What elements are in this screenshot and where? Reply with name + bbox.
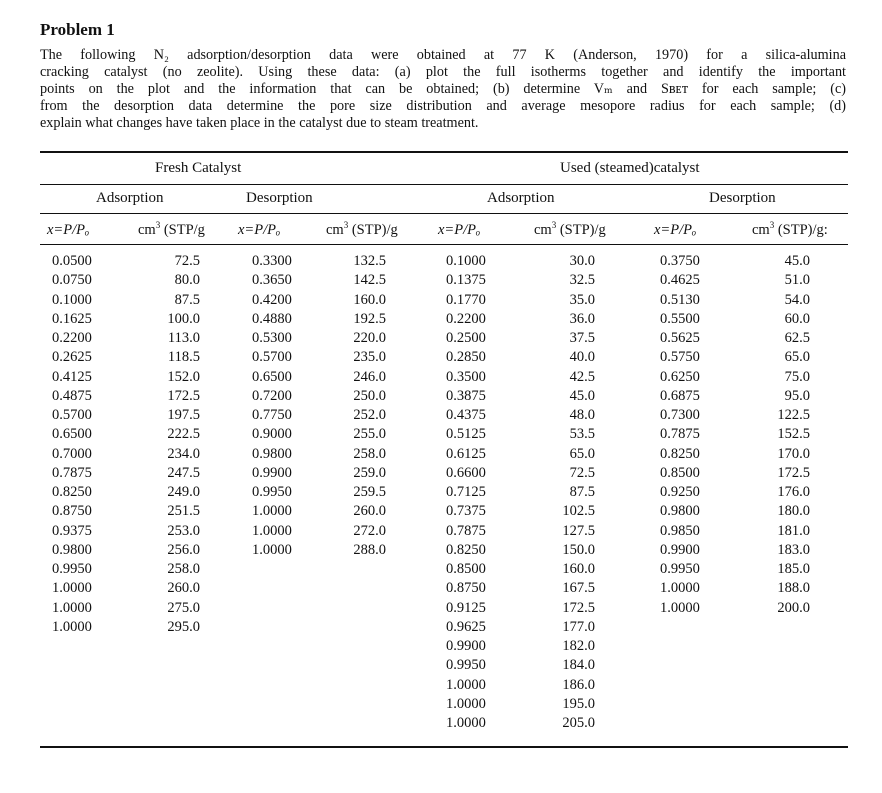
- table-cell: 1.0000: [252, 503, 292, 520]
- table-top-rule: [40, 151, 848, 153]
- subheader-fresh-desorption: Desorption: [246, 190, 313, 206]
- table-cell: 160.0: [562, 561, 595, 577]
- table-cell: 167.5: [562, 580, 595, 597]
- table-cell: 0.9900: [446, 638, 486, 654]
- table-cell: 0.3650: [252, 272, 292, 289]
- table-cell: 1.0000: [52, 599, 92, 616]
- table-cell: 60.0: [784, 310, 810, 327]
- column-fresh-des-v: [336, 252, 386, 560]
- table-cell: 0.6125: [446, 445, 486, 462]
- table-cell: 102.5: [562, 503, 595, 520]
- table-cell: 0.9950: [252, 484, 292, 500]
- table-cell: 195.0: [562, 695, 595, 712]
- table-cell: 250.0: [353, 387, 386, 404]
- colhdr-used-des-v: $cm^3$ (STP)/g:: [752, 220, 828, 238]
- table-cell: 0.9900: [252, 464, 292, 481]
- table-cell: 0.7200: [252, 387, 292, 404]
- table-cell: 0.5130: [660, 291, 700, 308]
- statement-line: cracking catalyst (no zeolite). Using these data: (a) plot the full isotherms together and identify the important: [40, 64, 846, 80]
- column-used-ads-x: [446, 252, 486, 733]
- table-cell: 0.7300: [660, 407, 700, 423]
- table-cell: 188.0: [777, 580, 810, 597]
- table-cell: 0.7875: [446, 522, 486, 539]
- colhdr-used-ads-v: $cm^3$ (STP)/g: [534, 220, 606, 238]
- table-cell: 0.4625: [660, 272, 700, 289]
- table-cell: 0.5125: [446, 426, 486, 443]
- group-header-fresh: Fresh Catalyst: [155, 160, 242, 176]
- table-cell: 0.1770: [446, 291, 486, 308]
- table-cell: 186.0: [562, 676, 595, 693]
- table-cell: 0.4125: [52, 368, 92, 385]
- table-cell: 150.0: [562, 541, 595, 558]
- table-cell: 0.7875: [52, 464, 92, 481]
- table-cell: 0.8500: [446, 561, 486, 577]
- table-cell: 200.0: [777, 599, 810, 616]
- table-cell: 35.0: [569, 291, 595, 308]
- table-cell: 176.0: [777, 484, 810, 500]
- table-cell: 87.5: [174, 291, 200, 308]
- table-cell: 172.5: [562, 599, 595, 616]
- table-cell: 1.0000: [446, 695, 486, 712]
- table-cell: 0.7875: [660, 426, 700, 443]
- table-cell: 0.9950: [660, 561, 700, 577]
- table-cell: 234.0: [167, 445, 200, 462]
- table-cell: 0.8250: [446, 541, 486, 558]
- table-cell: 100.0: [167, 310, 200, 327]
- table-cell: 275.0: [167, 599, 200, 616]
- table-cell: 0.5700: [252, 349, 292, 366]
- table-cell: 0.4200: [252, 291, 292, 308]
- table-cell: 1.0000: [660, 580, 700, 597]
- table-cell: 48.0: [569, 407, 595, 423]
- table-cell: 0.8500: [660, 464, 700, 481]
- table-cell: 253.0: [167, 522, 200, 539]
- table-cell: 222.5: [167, 426, 200, 443]
- column-used-des-v: [760, 252, 810, 618]
- table-cell: 249.0: [167, 484, 200, 500]
- group-header-used: Used (steamed)catalyst: [560, 160, 700, 176]
- table-cell: 258.0: [353, 445, 386, 462]
- table-cell: 259.5: [353, 484, 386, 500]
- table-cell: 0.9800: [52, 541, 92, 558]
- table-cell: 45.0: [569, 387, 595, 404]
- statement-line: points on the plot and the information that can be obtained; (b) determine Vₘ and Sʙᴇᴛ for each sample; (c): [40, 81, 846, 97]
- table-cell: 0.6600: [446, 464, 486, 481]
- table-cell: 258.0: [167, 561, 200, 577]
- table-cell: 0.1000: [446, 253, 486, 269]
- table-cell: 0.5625: [660, 330, 700, 346]
- table-cell: 160.0: [353, 291, 386, 308]
- table-cell: 288.0: [353, 541, 386, 558]
- table-cell: 53.5: [569, 426, 595, 443]
- table-cell: 122.5: [777, 407, 810, 423]
- subheader-used-adsorption: Adsorption: [487, 190, 555, 206]
- group-header-rule: [40, 184, 848, 185]
- table-cell: 152.0: [167, 368, 200, 385]
- table-cell: 1.0000: [252, 541, 292, 558]
- colhdr-fresh-ads-v: $cm^3$ (STP/g: [138, 220, 205, 238]
- table-cell: 182.0: [562, 638, 595, 654]
- table-cell: 185.0: [777, 561, 810, 577]
- table-cell: 75.0: [784, 368, 810, 385]
- table-cell: 0.3875: [446, 387, 486, 404]
- table-cell: 0.6500: [252, 368, 292, 385]
- table-cell: 252.0: [353, 407, 386, 423]
- table-cell: 0.6875: [660, 387, 700, 404]
- table-cell: 197.5: [167, 407, 200, 423]
- table-cell: 0.2625: [52, 349, 92, 366]
- column-fresh-ads-v: [150, 252, 200, 637]
- table-cell: 0.2850: [446, 349, 486, 366]
- table-cell: 0.5500: [660, 310, 700, 327]
- table-cell: 0.9950: [52, 561, 92, 577]
- table-cell: 42.5: [569, 368, 595, 385]
- table-cell: 272.0: [353, 522, 386, 539]
- column-fresh-des-x: [252, 252, 292, 560]
- table-cell: 0.6250: [660, 368, 700, 385]
- table-cell: 172.5: [777, 464, 810, 481]
- table-cell: 1.0000: [446, 676, 486, 693]
- table-cell: 36.0: [569, 310, 595, 327]
- table-cell: 0.5300: [252, 330, 292, 346]
- table-cell: 95.0: [784, 387, 810, 404]
- table-cell: 260.0: [353, 503, 386, 520]
- table-cell: 0.9800: [660, 503, 700, 520]
- column-fresh-ads-x: [52, 252, 92, 637]
- table-cell: 0.1625: [52, 310, 92, 327]
- table-cell: 72.5: [174, 253, 200, 269]
- table-cell: 0.0500: [52, 253, 92, 269]
- problem-statement: [40, 47, 846, 132]
- column-used-des-x: [660, 252, 700, 618]
- table-cell: 0.8250: [660, 445, 700, 462]
- table-cell: 183.0: [777, 541, 810, 558]
- table-bottom-rule: [40, 746, 848, 748]
- table-cell: 37.5: [569, 330, 595, 346]
- table-cell: 0.9950: [446, 657, 486, 674]
- colhdr-fresh-des-x: x=P/Pₒ: [238, 222, 281, 238]
- table-cell: 51.0: [784, 272, 810, 289]
- table-cell: 295.0: [167, 618, 200, 635]
- table-cell: 0.5750: [660, 349, 700, 366]
- table-cell: 246.0: [353, 368, 386, 385]
- table-cell: 0.2500: [446, 330, 486, 346]
- table-cell: 251.5: [167, 503, 200, 520]
- table-cell: 0.7125: [446, 484, 486, 500]
- table-cell: 65.0: [569, 445, 595, 462]
- column-used-ads-v: [545, 252, 595, 733]
- colhdr-used-ads-x: x=P/Pₒ: [438, 222, 481, 238]
- table-cell: 72.5: [569, 464, 595, 481]
- table-cell: 184.0: [562, 657, 595, 674]
- table-cell: 0.7000: [52, 445, 92, 462]
- colhdr-used-des-x: x=P/Pₒ: [654, 222, 697, 238]
- table-cell: 0.4880: [252, 310, 292, 327]
- table-cell: 1.0000: [252, 522, 292, 539]
- table-cell: 0.9375: [52, 522, 92, 539]
- table-cell: 80.0: [174, 272, 200, 289]
- table-cell: 0.4875: [52, 387, 92, 404]
- subheader-fresh-adsorption: Adsorption: [96, 190, 164, 206]
- table-cell: 0.7375: [446, 503, 486, 520]
- table-cell: 0.2200: [52, 330, 92, 346]
- table-cell: 177.0: [562, 618, 595, 635]
- table-cell: 142.5: [353, 272, 386, 289]
- table-cell: 0.8750: [446, 580, 486, 597]
- table-cell: 0.4375: [446, 407, 486, 423]
- table-cell: 0.7750: [252, 407, 292, 423]
- table-cell: 192.5: [353, 310, 386, 327]
- table-cell: 0.9800: [252, 445, 292, 462]
- table-cell: 62.5: [784, 330, 810, 346]
- column-header-rule: [40, 244, 848, 245]
- table-cell: 260.0: [167, 580, 200, 597]
- table-cell: 30.0: [569, 253, 595, 269]
- problem-title: Problem 1: [40, 20, 115, 39]
- table-cell: 0.2200: [446, 310, 486, 327]
- table-cell: 170.0: [777, 445, 810, 462]
- table-cell: 0.9625: [446, 618, 486, 635]
- table-cell: 205.0: [562, 715, 595, 731]
- table-cell: 65.0: [784, 349, 810, 366]
- table-cell: 181.0: [777, 522, 810, 539]
- table-cell: 1.0000: [660, 599, 700, 616]
- table-cell: 0.9250: [660, 484, 700, 500]
- table-cell: 0.9900: [660, 541, 700, 558]
- table-cell: 172.5: [167, 387, 200, 404]
- table-cell: 0.5700: [52, 407, 92, 423]
- table-cell: 32.5: [569, 272, 595, 289]
- subheader-used-desorption: Desorption: [709, 190, 776, 206]
- table-cell: 40.0: [569, 349, 595, 366]
- table-cell: 1.0000: [52, 618, 92, 635]
- table-cell: 255.0: [353, 426, 386, 443]
- table-cell: 0.3300: [252, 253, 292, 269]
- table-cell: 220.0: [353, 330, 386, 346]
- table-cell: 87.5: [569, 484, 595, 500]
- table-cell: 0.3750: [660, 253, 700, 269]
- table-cell: 54.0: [784, 291, 810, 308]
- table-cell: 152.5: [777, 426, 810, 443]
- table-cell: 132.5: [353, 253, 386, 269]
- table-cell: 0.9125: [446, 599, 486, 616]
- colhdr-fresh-ads-x: x=P/Pₒ: [47, 222, 90, 238]
- statement-line: explain what changes have taken place in the catalyst due to steam treatment.: [40, 115, 479, 131]
- table-cell: 0.8250: [52, 484, 92, 500]
- table-cell: 0.9000: [252, 426, 292, 443]
- table-cell: 127.5: [562, 522, 595, 539]
- table-cell: 235.0: [353, 349, 386, 366]
- table-cell: 113.0: [167, 330, 200, 346]
- table-cell: 0.8750: [52, 503, 92, 520]
- statement-line: from the desorption data determine the pore size distribution and average mesopore radius for each sample; (d): [40, 98, 846, 114]
- table-cell: 180.0: [777, 503, 810, 520]
- table-cell: 1.0000: [446, 715, 486, 731]
- table-cell: 259.0: [353, 464, 386, 481]
- colhdr-fresh-des-v: $cm^3$ (STP)/g: [326, 220, 398, 238]
- table-cell: 0.1000: [52, 291, 92, 308]
- table-cell: 247.5: [167, 464, 200, 481]
- table-cell: 0.6500: [52, 426, 92, 443]
- table-cell: 0.0750: [52, 272, 92, 289]
- table-cell: 1.0000: [52, 580, 92, 597]
- table-cell: 0.1375: [446, 272, 486, 289]
- statement-line: The following N₂ adsorption/desorption data were obtained at 77 K (Anderson, 1970) for a silica-alumina: [40, 47, 846, 63]
- table-cell: 0.9850: [660, 522, 700, 539]
- table-cell: 118.5: [167, 349, 200, 366]
- table-cell: 0.3500: [446, 368, 486, 385]
- table-cell: 256.0: [167, 541, 200, 558]
- subheader-rule: [40, 213, 848, 214]
- table-cell: 45.0: [784, 253, 810, 269]
